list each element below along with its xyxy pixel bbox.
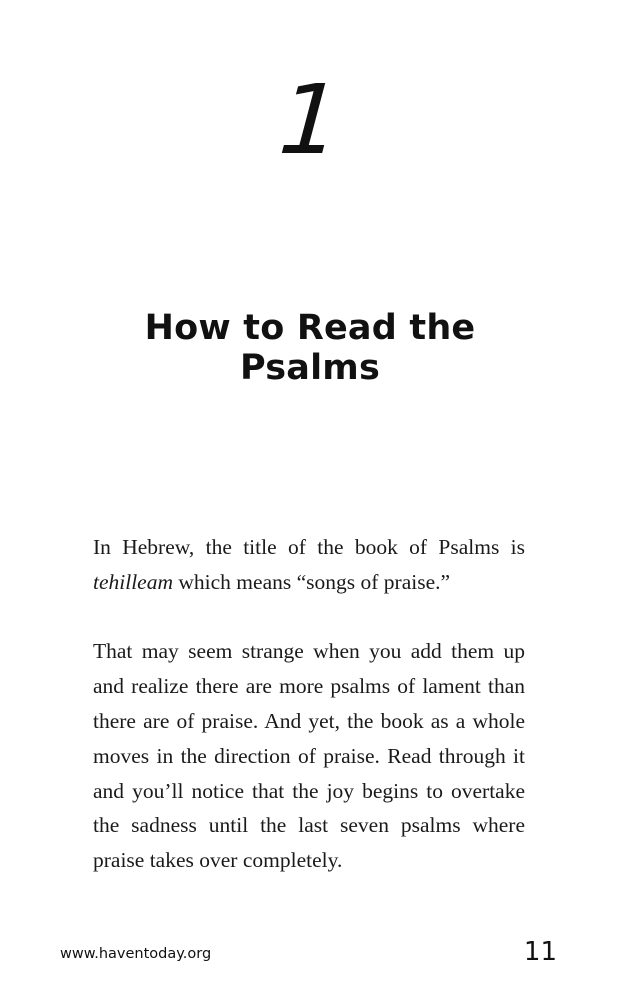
chapter-title: [0, 308, 620, 388]
footer-url: www.haventoday.org: [60, 946, 212, 962]
hebrew-term: tehilleam: [93, 569, 174, 594]
paragraph-1-start: In Hebrew, the title of the book of Psalms is: [93, 535, 525, 559]
chapter-title-line-2: Psalms: [240, 348, 380, 388]
chapter-title-line-1: How to Read the: [144, 308, 476, 348]
body-text: [93, 530, 525, 878]
chapter-number: 1: [275, 64, 345, 176]
paragraph-1: [93, 530, 525, 600]
page-number: 11: [523, 937, 557, 967]
paragraph-1-end: which means “songs of praise.”: [173, 569, 451, 594]
paragraph-2: That may seem strange when you add them up and realize there are more psalms of lament than there are of praise. And yet, the book as a whole moves in the direction of praise. Read through it and you’ll notice that the joy begins to overtake the sadness until the last seven psalms where praise takes over completely.: [93, 639, 525, 873]
